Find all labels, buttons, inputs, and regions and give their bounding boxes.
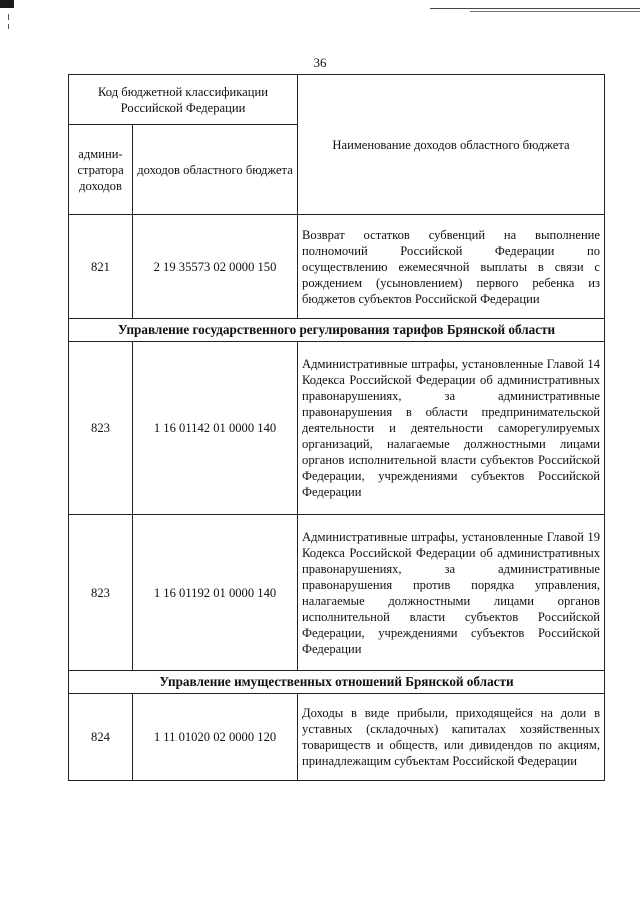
page-number: 36 (313, 55, 327, 70)
scan-artifact-mark (0, 0, 14, 8)
table-header-row (69, 75, 605, 125)
revenue-description: Административные штрафы, установленные Главой 19 Кодекса Российской Федерации об административных правонарушениях, за административные правонарушения против порядка управления, налагаемые должностными лицами органов исполнительной власти субъектов Российской Федерации, учреждениями субъектов Российской Федерации (298, 515, 605, 671)
revenue-description: Административные штрафы, установленные Главой 14 Кодекса Российской Федерации об административных правонарушениях, за административные правонарушения в области предпринимательской деятельности и деятельности саморегулируемых организаций, налагаемые должностными лицами органов исполнительной власти субъектов Российской Федерации, учреждениями субъектов Российской Федерации (298, 342, 605, 515)
administrator-header: админи-стратора доходов (69, 125, 133, 215)
scan-artifact-line (470, 11, 640, 12)
section-title-tariffs: Управление государственного регулирования тарифов Брянской области (69, 319, 605, 342)
revenue-code: 1 11 01020 02 0000 120 (133, 694, 298, 781)
revenue-code: 1 16 01142 01 0000 140 (133, 342, 298, 515)
revenue-code: 1 16 01192 01 0000 140 (133, 515, 298, 671)
table-row (69, 694, 605, 781)
scan-artifact-line (430, 8, 640, 9)
revenue-code-header: доходов областного бюджета (133, 125, 298, 215)
table-row (69, 342, 605, 515)
administrator-code: 823 (69, 342, 133, 515)
classification-header: Код бюджетной классификации Российской Федерации (69, 75, 298, 125)
table-row (69, 215, 605, 319)
revenue-name-header: Наименование доходов областного бюджета (298, 75, 605, 215)
scan-artifact-tick (8, 24, 9, 29)
administrator-code: 823 (69, 515, 133, 671)
administrator-code: 821 (69, 215, 133, 319)
administrator-code: 824 (69, 694, 133, 781)
revenue-description: Возврат остатков субвенций на выполнение полномочий Российской Федерации по осуществлению ежемесячной выплаты в связи с рождением (усыновлением) первого ребенка из бюджетов субъектов Российской Федерации (298, 215, 605, 319)
budget-classification-table (68, 74, 605, 781)
revenue-description: Доходы в виде прибыли, приходящейся на доли в уставных (складочных) капиталах хозяйственных товариществ и обществ, или дивидендов по акциям, принадлежащим субъектам Российской Федерации (298, 694, 605, 781)
section-heading-row (69, 319, 605, 342)
scan-artifact-tick (8, 14, 9, 20)
revenue-code: 2 19 35573 02 0000 150 (133, 215, 298, 319)
section-heading-row (69, 671, 605, 694)
section-title-property: Управление имущественных отношений Брянской области (69, 671, 605, 694)
table-row (69, 515, 605, 671)
